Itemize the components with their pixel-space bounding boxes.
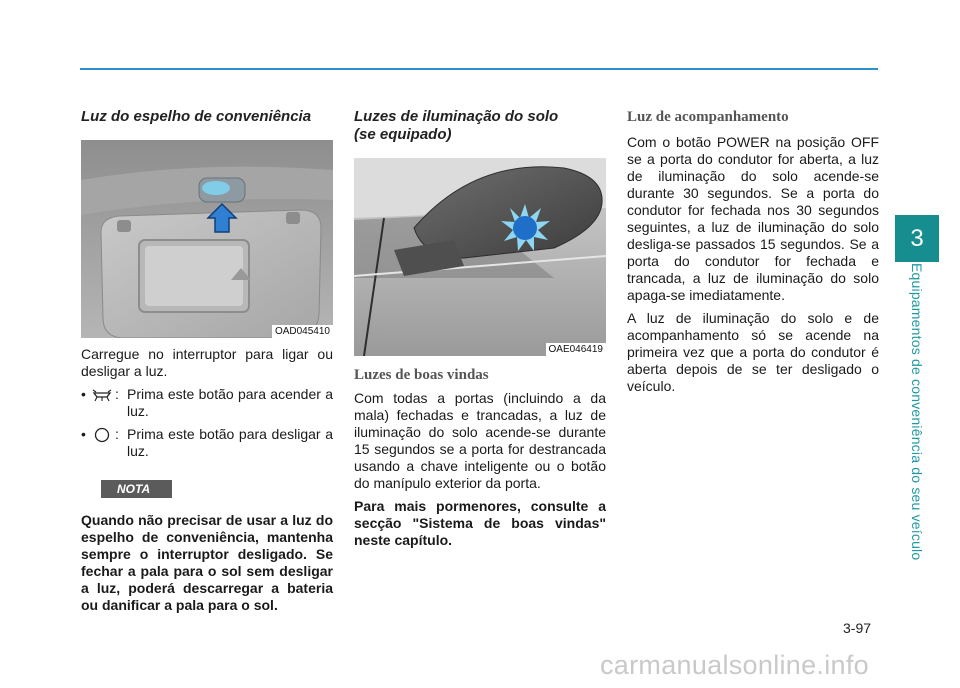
column-vanity-mirror-lamp <box>81 108 333 620</box>
chapter-number-tab <box>895 215 939 262</box>
note-text: Quando não precisar de usar a luz do espelho de conveniência, mantenha sempre o interruptor desligado. Se fechar a pala para o sol sem desligar a luz, poderá descarregar a bateria ou danificar a pala para o sol. <box>81 512 333 613</box>
chapter-number: 3 <box>910 224 924 252</box>
header-rule <box>80 68 878 70</box>
figure-code: OAD045410 <box>272 325 333 338</box>
sun-visor-figure <box>81 140 333 338</box>
light-on-icon <box>91 386 115 403</box>
section-heading-line1: Luzes de iluminação do solo <box>354 108 559 125</box>
bullet-dot: • <box>81 426 86 442</box>
bullet-light-off: • : Prima este botão para desligar a luz. <box>81 426 333 459</box>
column-puddle-lamps <box>354 108 606 555</box>
chapter-title-sidebar <box>888 262 946 562</box>
section-heading-line2: (se equipado) <box>354 126 452 143</box>
intro-text: Carregue no interruptor para ligar ou desligar a luz. <box>81 346 333 379</box>
subheading: Luz de acompanhamento <box>627 109 789 125</box>
section-heading: Luz do espelho de conveniência <box>81 108 312 125</box>
page-number: 3-97 <box>843 620 872 636</box>
bullet-text: Prima este botão para desligar a luz. <box>127 426 333 459</box>
sun-visor-illustration <box>81 140 333 338</box>
figure-code: OAE046419 <box>546 343 607 356</box>
chapter-title: Equipamentos de conveniência do seu veículo <box>909 263 925 561</box>
bullet-light-on: • : Prima este botão para acender a luz. <box>81 386 333 419</box>
bullet-text: Prima este botão para acender a luz. <box>127 386 333 419</box>
watermark: carmanualsonline.info <box>600 650 869 680</box>
bold-reference-text: Para mais pormenores, consulte a secção "Sistema de boas vindas" neste capítulo. <box>354 498 606 548</box>
section-heading <box>354 108 606 144</box>
body-text: Com todas a portas (incluindo a da mala) fechadas e trancadas, a luz de iluminação do solo acende-se durante 15 segundos se a porta for destrancada usando a chave inteligente ou o botão do manípulo exterior da porta. <box>354 390 606 491</box>
mirror-figure <box>354 158 606 356</box>
bullet-dot: • <box>81 386 86 402</box>
body-text-2: A luz de iluminação do solo e de acompanhamento só se acende na primeira vez que a porta do condutor é aberta depois de se ter desligado o veículo. <box>627 310 879 394</box>
body-text-1: Com o botão POWER na posição OFF se a porta do condutor for aberta, a luz de iluminação do solo acende-se durante 30 segundos. Se a porta do condutor for fechada nos 30 segundos seguintes, a luz de iluminação do solo desliga-se passados 15 segundos. Se a porta do condutor for fechada e trancada, a luz de iluminação do solo apaga-se imediatamente. <box>627 134 879 303</box>
light-off-icon <box>91 426 115 443</box>
side-mirror-illustration <box>354 158 606 356</box>
note-label: NOTA <box>101 480 172 498</box>
column-escort-lamp <box>627 108 879 401</box>
subheading: Luzes de boas vindas <box>354 367 489 383</box>
